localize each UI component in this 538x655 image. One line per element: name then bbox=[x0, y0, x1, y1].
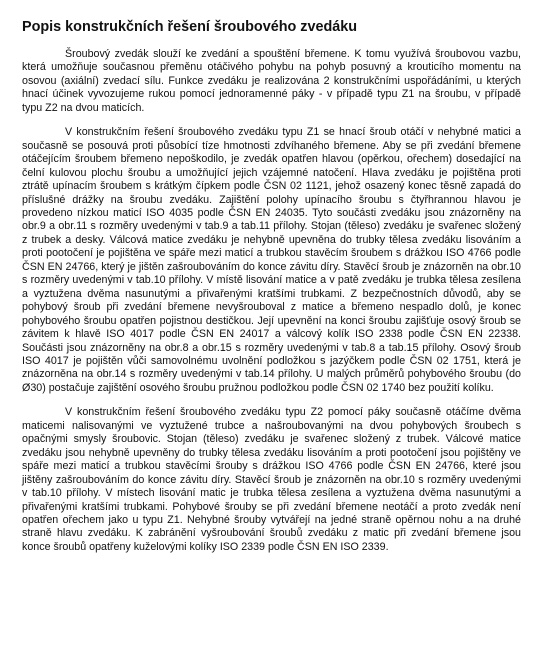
document-page bbox=[22, 18, 521, 565]
paragraph-type-z1: V konstrukčním řešení šroubového zvedáku typu Z1 se hnací šroub otáčí v nehybné matici a současně se posouvá proti působící tíze hmotnosti zdvíhaného břemene. Aby se při zvedání břemene otáčejícím šroubem břemeno nepoškodilo, je zvedák opatřen hlavou (opěrkou, ořechem) dosedající na čelní kulovou plochu šroubu a umožňující jejich vzájemné natočení. Hlava zvedáku je pojištěna proti ztrátě upínacím šroubem s krátkým čípkem podle ČSN 02 1121, jehož osazený konec těsně zapadá do příslušné drážky na šroubu zvedáku. Zajištění polohy upínacího šroubu s čtyřhrannou hlavou je provedeno nízkou maticí ISO 4035 podle ČSN EN 24035. Tyto součásti zvedáku jsou znázorněny na obr.9 a obr.11 s rozměry uvedenými v tab.9 a tab.11 přílohy. Stojan (těleso) zvedáku je svařenec složený z trubek a desky. Válcová matice zvedáku je nehybně upevněna do trubky tělesa zvedáku lisováním a proti pootočení je pojištěna ve spáře mezi maticí a trubkou stavěcím šroubem s drážkou ISO 4766 podle ČSN EN 24766, který je jištěn zašroubováním do konce závitu díry. Stavěcí šroub je znázorněn na obr.10 s rozměry uvedenými v tab.10 přílohy. V místě lisování matice a v patě zvedáku je trubka tělesa zesílena a vyztužena dvěma nasunutými a přivařenými kratšími trubkami. Z bezpečnostních důvodů, aby se pohybový šroub při zvedání břemene nevyšrouboval z matice a břemeno nespadlo dolů, je konec pohybového šroubu opatřen pojistnou destičkou. Její upevnění na konci šroubu zajišťuje osový šroub se závitem k hlavě ISO 4017 podle ČSN EN 24017 a válcový kolík ISO 2338 podle ČSN EN 22338. Součásti jsou znázorněny na obr.8 a obr.15 s rozměry uvedenými v tab.8 a tab.15 přílohy. Osový šroub ISO 4017 je pojištěn vůči samovolnému uvolnění podložkou s jazýčkem podle ČSN 02 1751, která je znázorněna na obr.14 s rozměry uvedenými v tab.14 přílohy. U malých průměrů pohybového šroubu (do Ø30) postačuje zajištění osového šroubu pružnou podložkou podle ČSN 02 1740 bez použití kolíku. bbox=[22, 126, 521, 394]
paragraph-intro: Šroubový zvedák slouží ke zvedání a spouštění břemene. K tomu využívá šroubovou vazbu, která umožňuje současnou přeměnu otáčivého pohybu na pohyb posuvný a krouticího momentu na osovou (axiální) zvedací sílu. Funkce zvedáku je realizována 2 konstrukčními uspořádáními, u kterých hnací účinek vyvozujeme rukou pomocí jednoramenné páky - v případě typu Z1 na šroubu, v případě typu Z2 na dvou maticích. bbox=[22, 48, 521, 114]
paragraph-type-z2: V konstrukčním řešení šroubového zvedáku typu Z2 pomocí páky současně otáčíme dvěma maticemi nalisovanými ve vyztužené trubce a našroubovanými na dvou pohybových šroubech s opačnými smysly šroubovic. Stojan (těleso) zvedáku je svařenec složený z trubek. Válcové matice zvedáku jsou nehybně upevněny do trubky tělesa zvedáku lisováním a proti pootočení jsou pojištěny ve spáře mezi maticí a trubkou stavěcími šrouby s drážkou ISO 4766 podle ČSN EN 24766, které jsou jištěny zašroubováním do konce závitu díry. Stavěcí šroub je znázorněn na obr.10 s rozměry uvedenými v tab.10 přílohy. V místech lisování matic je trubka tělesa zesílena a vyztužena dvěma nasunutými a přivařenými kratšími trubkami. Pohybové šrouby se při zvedání břemene neotáčí a proto zvedák není opatřen ořechem jako u typu Z1. Nehybné šrouby vytvářejí na jedné straně opěrnou nohu a na druhé straně hlavu zvedáku. K zabránění vyšroubování šroubů zvedáku z matic při zvedání břemene jsou konce šroubů opatřeny kuželovými kolíky ISO 2339 podle ČSN EN ISO 2339. bbox=[22, 406, 521, 553]
document-title: Popis konstrukčních řešení šroubového zvedáku bbox=[22, 19, 358, 35]
